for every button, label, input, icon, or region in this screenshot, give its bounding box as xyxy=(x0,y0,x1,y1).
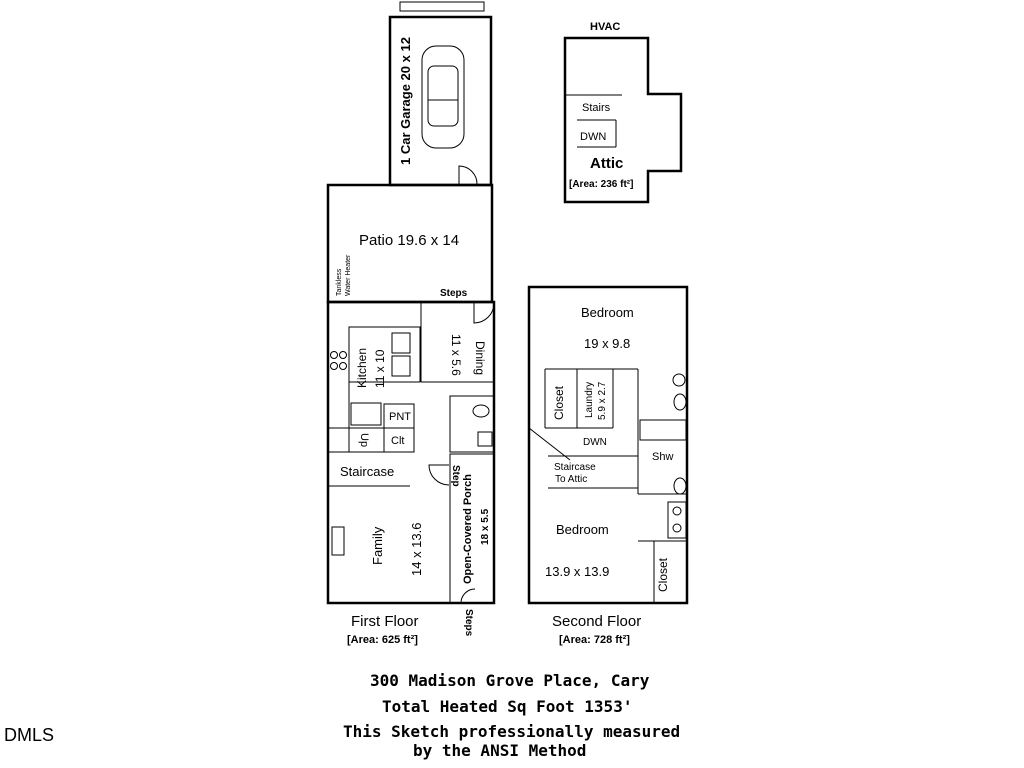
first-floor-title: First Floor xyxy=(351,613,419,630)
bedroom1-dim: 19 x 9.8 xyxy=(584,336,631,351)
porch-dim: 18 x 5.5 xyxy=(480,508,491,545)
footer xyxy=(343,671,680,760)
garage-entry-door xyxy=(459,166,477,184)
laundry-dim: 5.9 x 2.7 xyxy=(597,381,608,420)
bedroom1-label: Bedroom xyxy=(581,305,634,320)
porch-label: Open-Covered Porch xyxy=(462,473,474,584)
kitchen-sink-icon xyxy=(392,333,410,353)
water-heater-label-2: Water Heater xyxy=(345,254,352,296)
dining-dim: 11 x 5.6 xyxy=(449,334,463,376)
second-dwn-label: DWN xyxy=(583,437,607,448)
toilet-icon-lower xyxy=(674,478,686,494)
toilet-icon xyxy=(473,405,489,417)
garage-label: 1 Car Garage 20 x 12 xyxy=(398,37,413,165)
address-line: 300 Madison Grove Place, Cary xyxy=(370,671,650,690)
bedroom2-dim: 13.9 x 13.9 xyxy=(545,564,610,579)
second-floor-area: [Area: 728 ft²] xyxy=(559,634,630,646)
total-sqft-line: Total Heated Sq Foot 1353' xyxy=(382,697,633,716)
water-heater-label-1: Tankless xyxy=(336,268,343,296)
bedroom2-label: Bedroom xyxy=(556,522,609,537)
first-floor-area: [Area: 625 ft²] xyxy=(347,634,418,646)
toilet-icon-upper xyxy=(673,374,685,386)
measurement-line-1: This Sketch professionally measured xyxy=(343,722,681,741)
laundry-label: Laundry xyxy=(584,381,595,418)
shower-label: Shw xyxy=(652,451,674,463)
car-icon xyxy=(422,46,464,148)
closet1-label: Closet xyxy=(552,385,566,420)
second-floor-title: Second Floor xyxy=(552,613,642,630)
hvac-label: HVAC xyxy=(590,21,621,33)
family-label: Family xyxy=(370,526,385,565)
attic xyxy=(565,21,681,202)
dmls-watermark: DMLS xyxy=(4,725,55,745)
porch-step-label: Step xyxy=(450,465,461,487)
first-floor xyxy=(328,302,494,646)
second-floor-walls xyxy=(529,287,687,603)
staircase-door xyxy=(429,465,449,485)
patio-label: Patio 19.6 x 14 xyxy=(359,232,460,249)
up-label: Up xyxy=(358,433,370,448)
fridge-icon xyxy=(351,403,381,425)
kitchen-label: Kitchen xyxy=(355,347,369,388)
pantry-label: PNT xyxy=(389,411,411,423)
attic-stairs-label: Stairs xyxy=(582,102,611,114)
attic-dwn-label: DWN xyxy=(580,131,607,143)
toilet-icon-upper-2 xyxy=(674,394,686,410)
measurement-line-2: by the ANSI Method xyxy=(413,741,587,760)
porch-steps-label: Steps xyxy=(463,609,474,637)
attic-area: [Area: 236 ft²] xyxy=(569,179,634,190)
fireplace-icon xyxy=(332,527,344,555)
closet-label: Clt xyxy=(391,435,405,447)
dining-label: Dining xyxy=(473,341,487,376)
garage-door xyxy=(400,2,484,11)
kitchen-dim: 11 x 10 xyxy=(373,349,387,388)
patio-steps-label: Steps xyxy=(440,288,468,299)
attic-title: Attic xyxy=(590,155,624,172)
patio xyxy=(328,185,492,302)
family-dim: 14 x 13.6 xyxy=(409,522,424,576)
staircase-attic-label-1: Staircase xyxy=(554,462,596,473)
porch-door xyxy=(461,589,475,603)
closet2-label: Closet xyxy=(656,557,670,592)
second-floor xyxy=(529,287,687,646)
bath-sink-icon xyxy=(478,432,492,446)
staircase-attic-label-2: To Attic xyxy=(555,474,588,485)
garage xyxy=(390,2,491,185)
dishwasher-icon xyxy=(392,356,410,376)
staircase-label: Staircase xyxy=(340,464,395,479)
dining-door xyxy=(474,303,494,323)
tub-icon xyxy=(640,420,686,440)
stove-icon xyxy=(331,352,347,370)
